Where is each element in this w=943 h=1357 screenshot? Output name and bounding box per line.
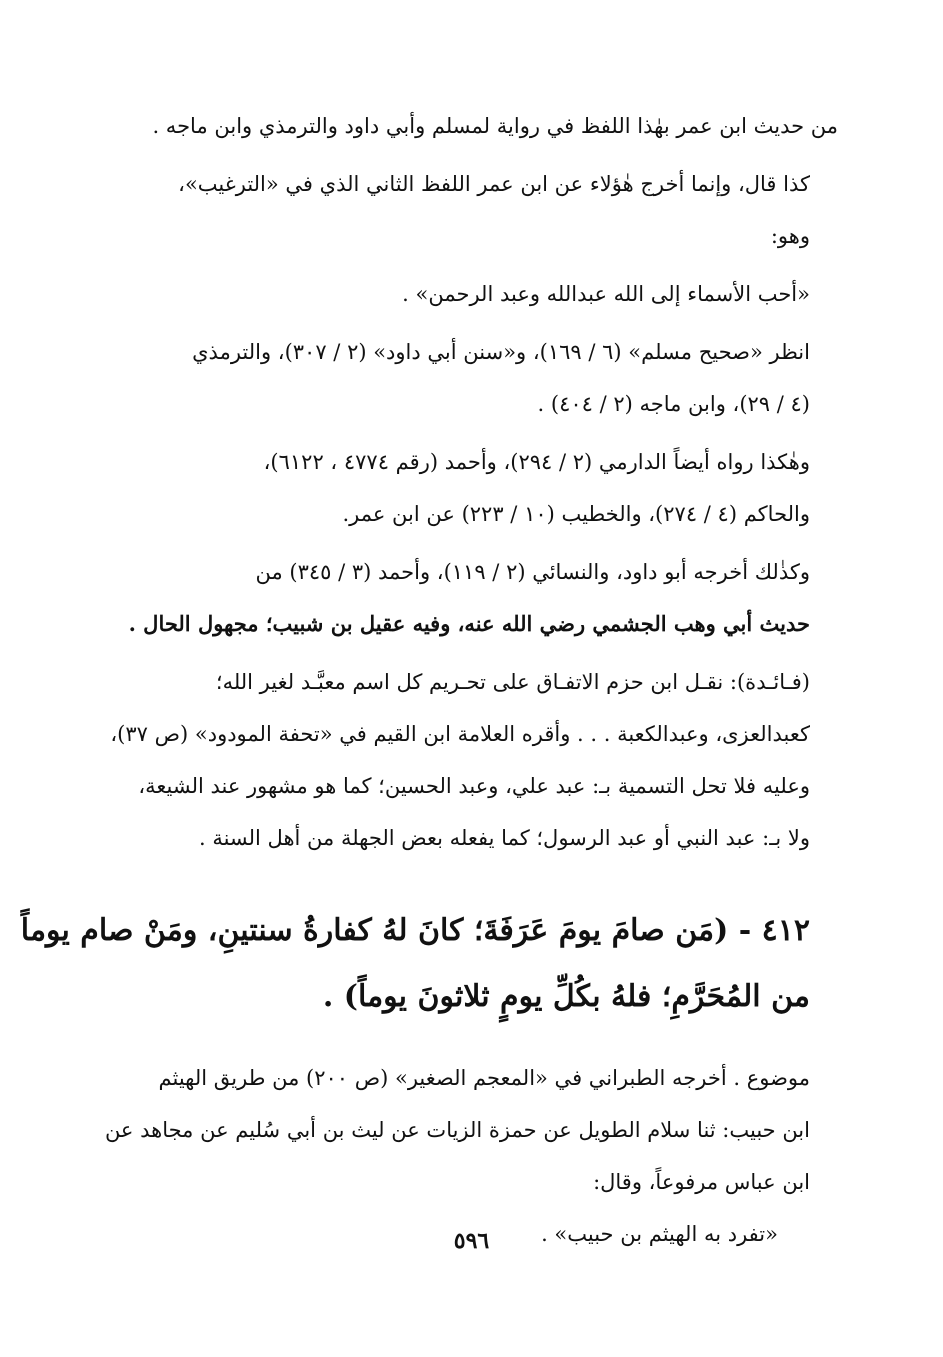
text-line: وكذٰلك أخرجه أبو داود، والنسائي (٢ / ١١٩)، وأحمد (٣ / ٣٤٥) من — [255, 560, 810, 584]
text-line: ابن عباس مرفوعاً، وقال: — [593, 1170, 810, 1194]
text-line: «أحب الأسماء إلى الله عبدالله وعبد الرحمن» . — [402, 282, 810, 306]
paragraph-3 — [100, 268, 838, 320]
page-number: ٥٩٦ — [453, 1228, 490, 1254]
text-line: «تفرد به الهيثم بن حبيب» . — [541, 1222, 778, 1246]
text-line: وهٰكذا رواه أيضاً الدارمي (٢ / ٢٩٤)، وأحمد (رقم ٤٧٧٤ ، ٦١٢٢)، — [263, 450, 810, 474]
text-line: موضوع . أخرجه الطبراني في «المعجم الصغير» (ص ٢٠٠) من طريق الهيثم — [158, 1066, 810, 1090]
text-line: ابن حبيب: ثنا سلام الطويل عن حمزة الزيات عن ليث بن أبي سُليم عن مجاهد عن — [104, 1118, 810, 1142]
text-line: كعبدالعزى، وعبدالكعبة . . . وأقره العلامة ابن القيم في «تحفة المودود» (ص ٣٧)، — [110, 722, 810, 746]
text-line: (٤ / ٢٩)، وابن ماجه (٢ / ٤٠٤) . — [537, 392, 810, 416]
text-line: والحاكم (٤ / ٢٧٤)، والخطيب (١٠ / ٢٢٣) عن ابن عمر. — [342, 502, 810, 526]
paragraph-6 — [100, 546, 838, 650]
text-line: وعليه فلا تحل التسمية بـ: عبد علي، وعبد الحسين؛ كما هو مشهور عند الشيعة، — [138, 774, 810, 798]
text-line: انظر «صحيح مسلم» (٦ / ١٦٩)، و«سنن أبي داود» (٢ / ٣٠٧)، والترمذي — [192, 340, 810, 364]
text-line: وهو: — [770, 224, 810, 248]
paragraph-5 — [100, 436, 838, 540]
text-line: ٤١٢ - (مَن صامَ يومَ عَرَفَةَ؛ كانَ لهُ كفارةُ سنتينِ، ومَنْ صام يوماً — [20, 913, 810, 948]
paragraph-1 — [100, 100, 838, 152]
commentary-paragraph — [100, 1052, 838, 1208]
text-line: من المُحَرَّمِ؛ فلهُ بكُلِّ يومٍ ثلاثونَ يوماً) . — [322, 979, 810, 1014]
text-line: ولا بـ: عبد النبي أو عبد الرسول؛ كما يفعله بعض الجهلة من أهل السنة . — [198, 826, 810, 850]
hadith-heading — [20, 898, 838, 1030]
paragraph-2 — [100, 158, 838, 262]
note-paragraph — [100, 656, 838, 864]
paragraph-4 — [100, 326, 838, 430]
text-line: كذا قال، وإنما أخرج هٰؤلاء عن ابن عمر اللفظ الثاني الذي في «الترغيب»، — [178, 172, 810, 196]
text-line: حديث أبي وهب الجشمي رضي الله عنه، وفيه عقيل بن شبيب؛ مجهول الحال . — [128, 611, 810, 636]
text-line: من حديث ابن عمر بهٰذا اللفظ في رواية لمسلم وأبي داود والترمذي وابن ماجه . — [152, 114, 838, 138]
page-body — [20, 100, 838, 1260]
text-line: (فـائـدة): نقـل ابن حزم الاتفـاق على تحـريم كل اسم معبَّـد لغير الله؛ — [215, 670, 810, 694]
